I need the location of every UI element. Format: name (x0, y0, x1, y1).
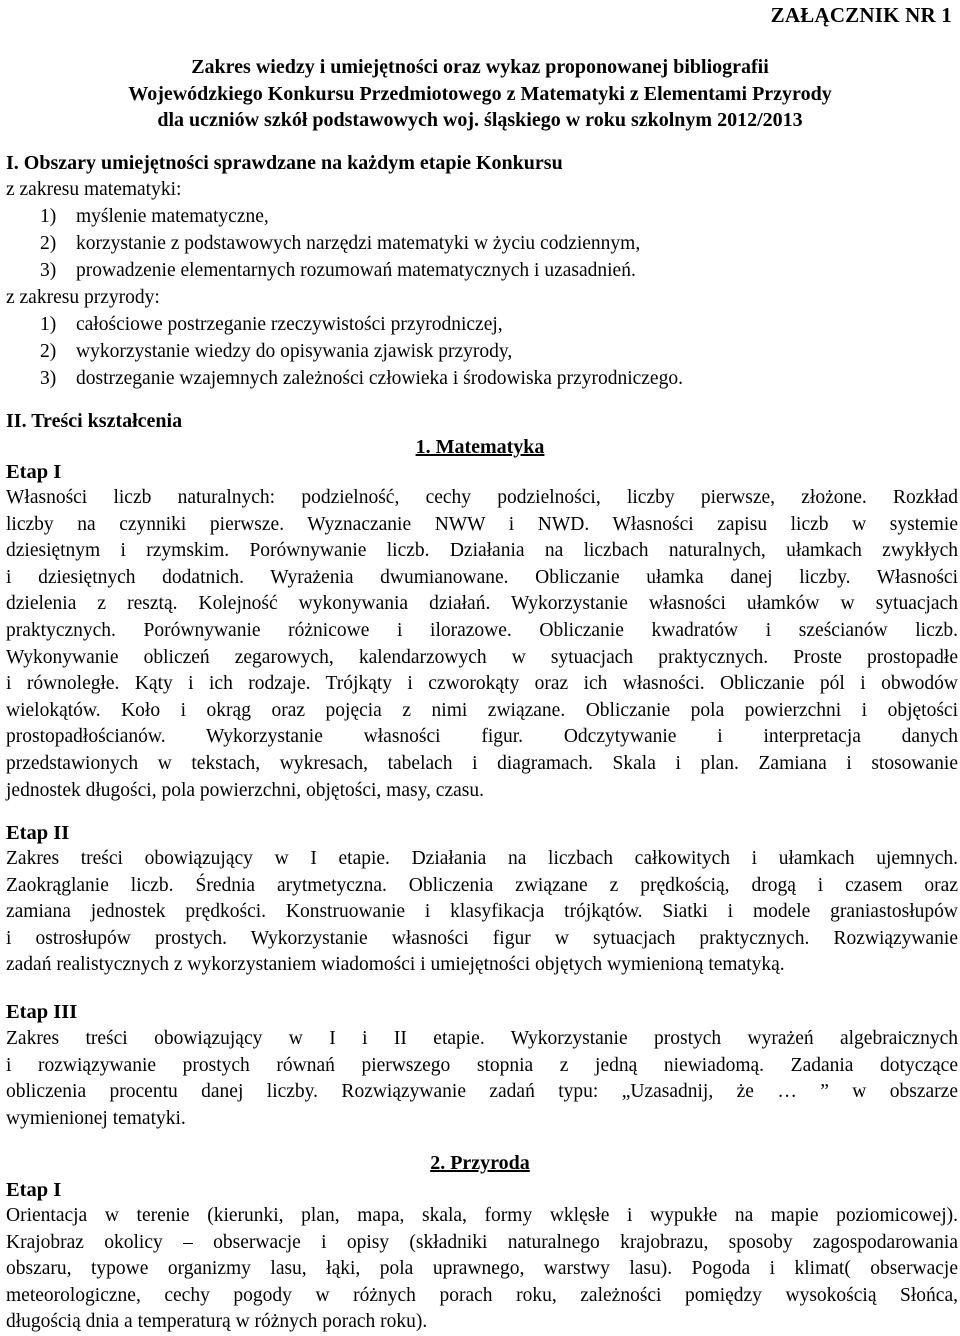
text-line: Własności liczb naturalnych: podzielność, cechy podzielności, liczby pierwsze, złożone. Rozkład (6, 487, 958, 508)
list-item-text: myślenie matematyczne, (76, 206, 269, 227)
text-line: wielokątów. Koło i okrąg oraz pojęcia z nimi związane. Obliczanie pola powierzchni i objętości (6, 699, 958, 721)
list-item-number: 2) (40, 233, 57, 254)
list-item-number: 1) (40, 206, 57, 227)
document-title (60, 54, 900, 134)
title-line: Wojewódzkiego Konkursu Przedmiotowego z Matematyki z Elementami Przyrody (128, 82, 832, 105)
text-line: i równoległe. Kąty i ich rodzaje. Trójkąty i czworokąty oraz ich własności. Obliczanie pól i obwodów (6, 673, 958, 695)
paragraph (6, 1203, 958, 1336)
text-line: Orientacja w terenie (kierunki, plan, mapa, skala, formy wklęsłe i wypukłe na mapie poziomicowej). (6, 1205, 958, 1226)
text-line: wymienionej tematyki. (6, 1107, 186, 1129)
text-line: liczby na czynniki pierwsze. Wyznaczanie NWW i NWD. Własności zapisu liczb w systemie (6, 513, 958, 535)
list-item (40, 258, 636, 285)
list-item-text: korzystanie z podstawowych narzędzi matematyki w życiu codziennym, (76, 233, 641, 254)
list-item-number: 3) (40, 368, 57, 389)
annex-label: ZAŁĄCZNIK NR 1 (770, 3, 952, 27)
text-line: Krajobraz okolicy – obserwacje i opisy (składniki naturalnego krajobrazu, sposoby zagospodarowania (6, 1231, 958, 1253)
list-item (40, 231, 640, 258)
text-line: Zakres treści obowiązujący w I etapie. Działania na liczbach całkowitych i ułamkach ujemnych. (6, 848, 958, 869)
list-item-text: prowadzenie elementarnych rozumowań matematycznych i uzasadnień. (76, 260, 636, 281)
list-item (40, 366, 683, 393)
list-item (40, 204, 269, 231)
title-line: dla uczniów szkół podstawowych woj. śląskiego w roku szkolnym 2012/2013 (157, 109, 803, 131)
text-line: obliczenia procentu danej liczby. Rozwiązywanie zadań typu: „Uzasadnij, że … ” w obszarze (6, 1081, 958, 1103)
text-line: Zakres treści obowiązujący w I i II etapie. Wykorzystanie prostych wyrażeń algebraicznych (6, 1028, 958, 1049)
stage-heading: Etap I (6, 1179, 62, 1201)
text-line: i dziesiętnych dodatnich. Wyrażenia dwumianowane. Obliczanie ułamka danej liczby. Własności (6, 566, 958, 588)
text-line: długością dnia a temperaturą w różnych porach roku). (6, 1311, 428, 1333)
list-item (40, 312, 503, 339)
text-line: dziesiętnym i rzymskim. Porównywanie liczb. Działania na liczbach naturalnych, ułamkach zwykłych (6, 540, 958, 562)
paragraph (6, 1026, 958, 1132)
text-line: jednostek długości, pola powierzchni, objętości, masy, czasu. (6, 779, 484, 801)
text-line: Wykonywanie obliczeń zegarowych, kalendarzowych w sytuacjach praktycznych. Proste prostopadłe (6, 646, 958, 668)
text-line: i ostrosłupów prostych. Wykorzystanie własności figur w sytuacjach praktycznych. Rozwiązywanie (6, 927, 958, 949)
subject-heading-math: 1. Matematyka (415, 436, 545, 458)
subject-heading-nature: 2. Przyroda (430, 1152, 530, 1174)
title-line: Zakres wiedzy i umiejętności oraz wykaz proponowanej bibliografii (191, 56, 769, 78)
text-line: i rozwiązywanie prostych równań pierwszego stopnia z jedną niewiadomą. Zadania dotyczące (6, 1054, 958, 1076)
text-line: zamiana jednostek prędkości. Konstruowanie i klasyfikacja trójkątów. Siatki i modele graniastosłupów (6, 901, 958, 923)
list-item-number: 1) (40, 314, 57, 335)
nature-skills-label: z zakresu przyrody: (6, 287, 160, 308)
text-line: Zaokrąglanie liczb. Średnia arytmetyczna. Obliczenia związane z prędkością, drogą i czasem oraz (6, 874, 958, 896)
paragraph (6, 846, 958, 979)
text-line: zadań realistycznych z wykorzystaniem wiadomości i umiejętności objętych wymienioną tematyką. (6, 954, 785, 976)
text-line: meteorologiczne, cechy pogody w różnych porach roku, zależności pomiędzy wysokością Słońca, (6, 1284, 958, 1306)
text-line: prostopadłościanów. Wykorzystanie własności figur. Odczytywanie i interpretacja danych (6, 726, 958, 748)
stage-heading: Etap III (6, 1001, 78, 1023)
math-skills-label: z zakresu matematyki: (6, 179, 182, 200)
stage-heading: Etap I (6, 461, 62, 483)
section-1-heading: I. Obszary umiejętności sprawdzane na każdym etapie Konkursu (6, 152, 563, 174)
list-item-number: 2) (40, 341, 57, 362)
stage-heading: Etap II (6, 822, 70, 844)
list-item (40, 339, 512, 366)
list-item-text: wykorzystanie wiedzy do opisywania zjawisk przyrody, (76, 341, 513, 362)
text-line: obszaru, typowe organizmy lasu, łąki, pola uprawnego, warstwy lasu). Pogoda i klimat( obserwacje (6, 1258, 958, 1280)
text-line: praktycznych. Porównywanie różnicowe i ilorazowe. Obliczanie kwadratów i sześcianów liczb. (6, 619, 958, 641)
text-line: przedstawionych w tekstach, wykresach, tabelach i diagramach. Skala i plan. Zamiana i stosowanie (6, 752, 958, 774)
list-item-text: całościowe postrzeganie rzeczywistości przyrodniczej, (76, 314, 503, 335)
text-line: dzielenia z resztą. Kolejność wykonywania działań. Wykorzystanie własności ułamków w sytuacjach (6, 593, 958, 615)
paragraph (6, 485, 958, 804)
section-2-heading: II. Treści kształcenia (6, 410, 183, 432)
list-item-number: 3) (40, 260, 57, 281)
list-item-text: dostrzeganie wzajemnych zależności człowieka i środowiska przyrodniczego. (76, 368, 683, 389)
